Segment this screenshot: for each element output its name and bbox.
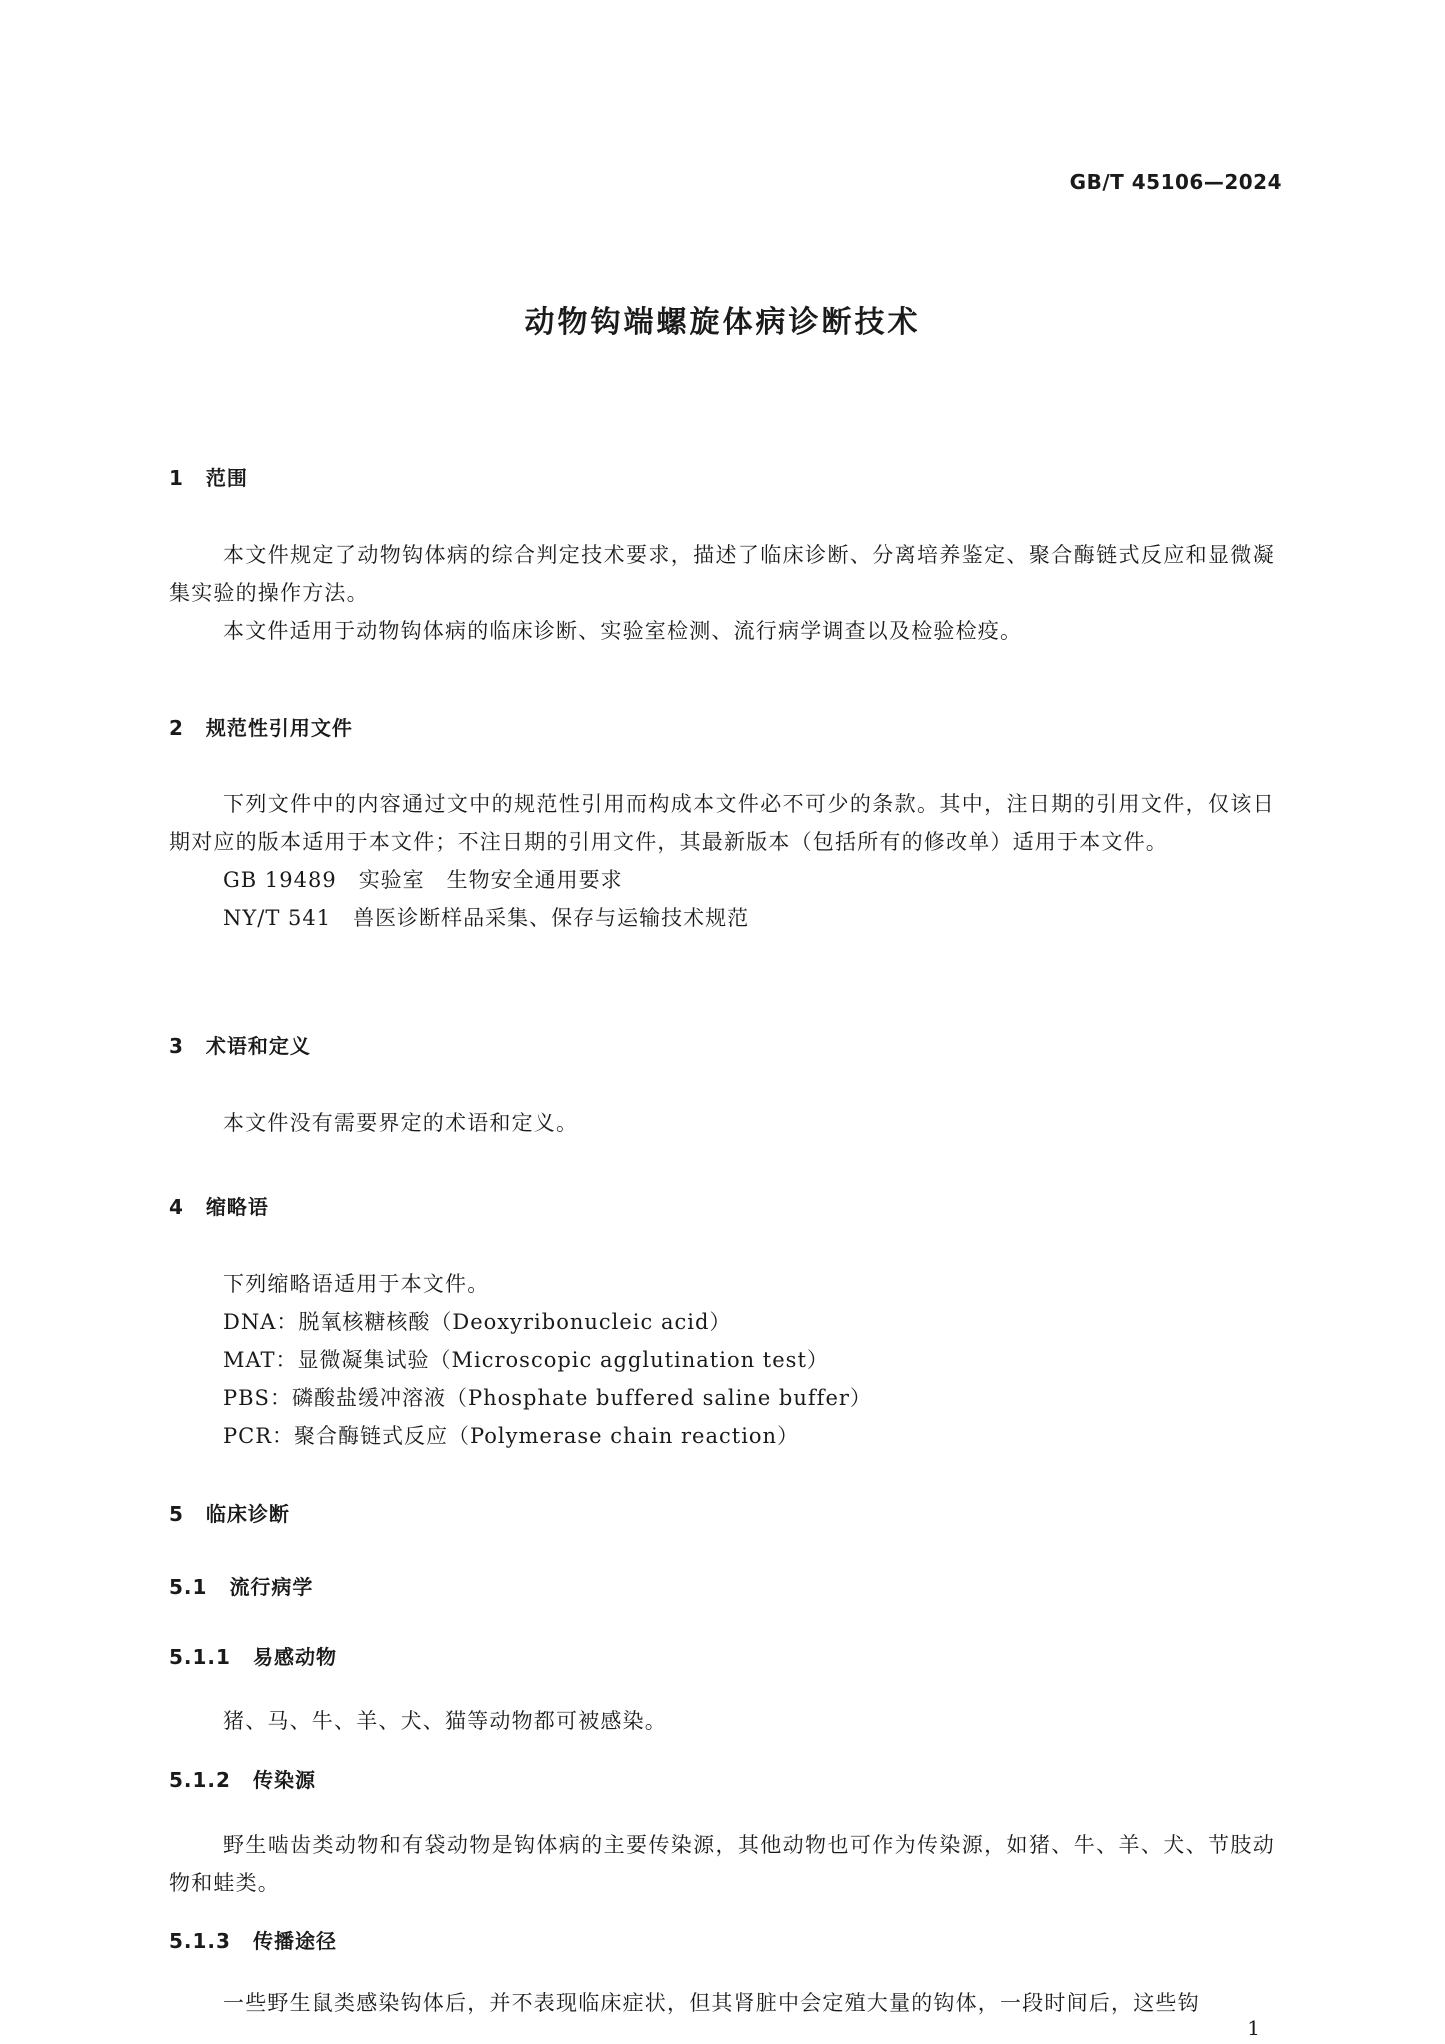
section-2-heading xyxy=(169,712,1275,741)
section-5-1-heading xyxy=(169,1571,1275,1600)
page-number: 1 xyxy=(1247,2016,1260,2040)
section-title: 缩略语 xyxy=(205,1195,269,1219)
section-number: 3 xyxy=(169,1034,184,1058)
paragraph: 本文件规定了动物钩体病的综合判定技术要求，描述了临床诊断、分离培养鉴定、聚合酶链式反应和显微凝集实验的操作方法。 xyxy=(169,543,1275,605)
section-5-1-2-heading xyxy=(169,1764,1275,1793)
normative-reference xyxy=(169,861,1275,899)
section-4-heading xyxy=(169,1191,1275,1220)
abbreviation-item: PCR：聚合酶链式反应（Polymerase chain reaction） xyxy=(223,1424,800,1448)
section-5-1-3-body xyxy=(169,1984,1275,2022)
document-title: 动物钩端螺旋体病诊断技术 xyxy=(524,305,921,340)
section-title: 易感动物 xyxy=(252,1645,337,1669)
section-5-1-3-heading xyxy=(169,1925,1275,1954)
section-1-body xyxy=(169,536,1275,650)
paragraph: 本文件适用于动物钩体病的临床诊断、实验室检测、流行病学调查以及检验检疫。 xyxy=(223,619,1023,643)
section-number: 4 xyxy=(169,1195,184,1219)
reference-code: NY/T 541 xyxy=(223,906,332,930)
paragraph: 一些野生鼠类感染钩体后，并不表现临床症状，但其肾脏中会定殖大量的钩体，一段时间后，这些钩 xyxy=(223,1991,1200,2015)
section-title: 传染源 xyxy=(252,1768,316,1792)
normative-reference xyxy=(169,899,1275,937)
section-number: 5.1.3 xyxy=(169,1929,231,1953)
section-number: 5 xyxy=(169,1502,184,1526)
reference-title: 兽医诊断样品采集、保存与运输技术规范 xyxy=(353,906,750,930)
standard-number: GB/T 45106—2024 xyxy=(1069,170,1282,194)
section-4-body xyxy=(169,1265,1275,1455)
reference-code: GB 19489 xyxy=(223,868,337,892)
section-title: 规范性引用文件 xyxy=(205,716,353,740)
paragraph: 本文件没有需要界定的术语和定义。 xyxy=(223,1111,579,1135)
section-title: 传播途径 xyxy=(252,1929,337,1953)
section-2-body xyxy=(169,785,1275,937)
paragraph: 猪、马、牛、羊、犬、猫等动物都可被感染。 xyxy=(223,1709,667,1733)
section-1-heading xyxy=(169,462,1275,491)
section-3-heading xyxy=(169,1030,1275,1059)
section-5-1-1-heading xyxy=(169,1641,1275,1670)
section-title: 术语和定义 xyxy=(205,1034,311,1058)
abbreviation-item: PBS：磷酸盐缓冲溶液（Phosphate buffered saline buffer） xyxy=(223,1386,872,1410)
section-number: 5.1.2 xyxy=(169,1768,231,1792)
section-number: 1 xyxy=(169,466,184,490)
paragraph: 野生啮齿类动物和有袋动物是钩体病的主要传染源，其他动物也可作为传染源，如猪、牛、羊、犬、节肢动物和蛙类。 xyxy=(169,1833,1275,1895)
section-title: 临床诊断 xyxy=(205,1502,290,1526)
reference-title: 实验室 生物安全通用要求 xyxy=(358,868,623,892)
section-5-1-1-body xyxy=(169,1702,1275,1740)
section-number: 5.1.1 xyxy=(169,1645,231,1669)
section-number: 2 xyxy=(169,716,184,740)
paragraph: 下列文件中的内容通过文中的规范性引用而构成本文件必不可少的条款。其中，注日期的引用文件，仅该日期对应的版本适用于本文件；不注日期的引用文件，其最新版本（包括所有的修改单）适用于本文件。 xyxy=(169,792,1275,854)
section-5-1-2-body xyxy=(169,1826,1275,1902)
section-number: 5.1 xyxy=(169,1575,208,1599)
abbreviation-item: MAT：显微凝集试验（Microscopic agglutination test） xyxy=(223,1348,829,1372)
abbreviation-item: DNA：脱氧核糖核酸（Deoxyribonucleic acid） xyxy=(223,1310,732,1334)
section-title: 范围 xyxy=(205,466,248,490)
section-3-body xyxy=(169,1104,1275,1142)
section-title: 流行病学 xyxy=(229,1575,314,1599)
section-5-heading xyxy=(169,1498,1275,1527)
paragraph: 下列缩略语适用于本文件。 xyxy=(223,1272,490,1296)
